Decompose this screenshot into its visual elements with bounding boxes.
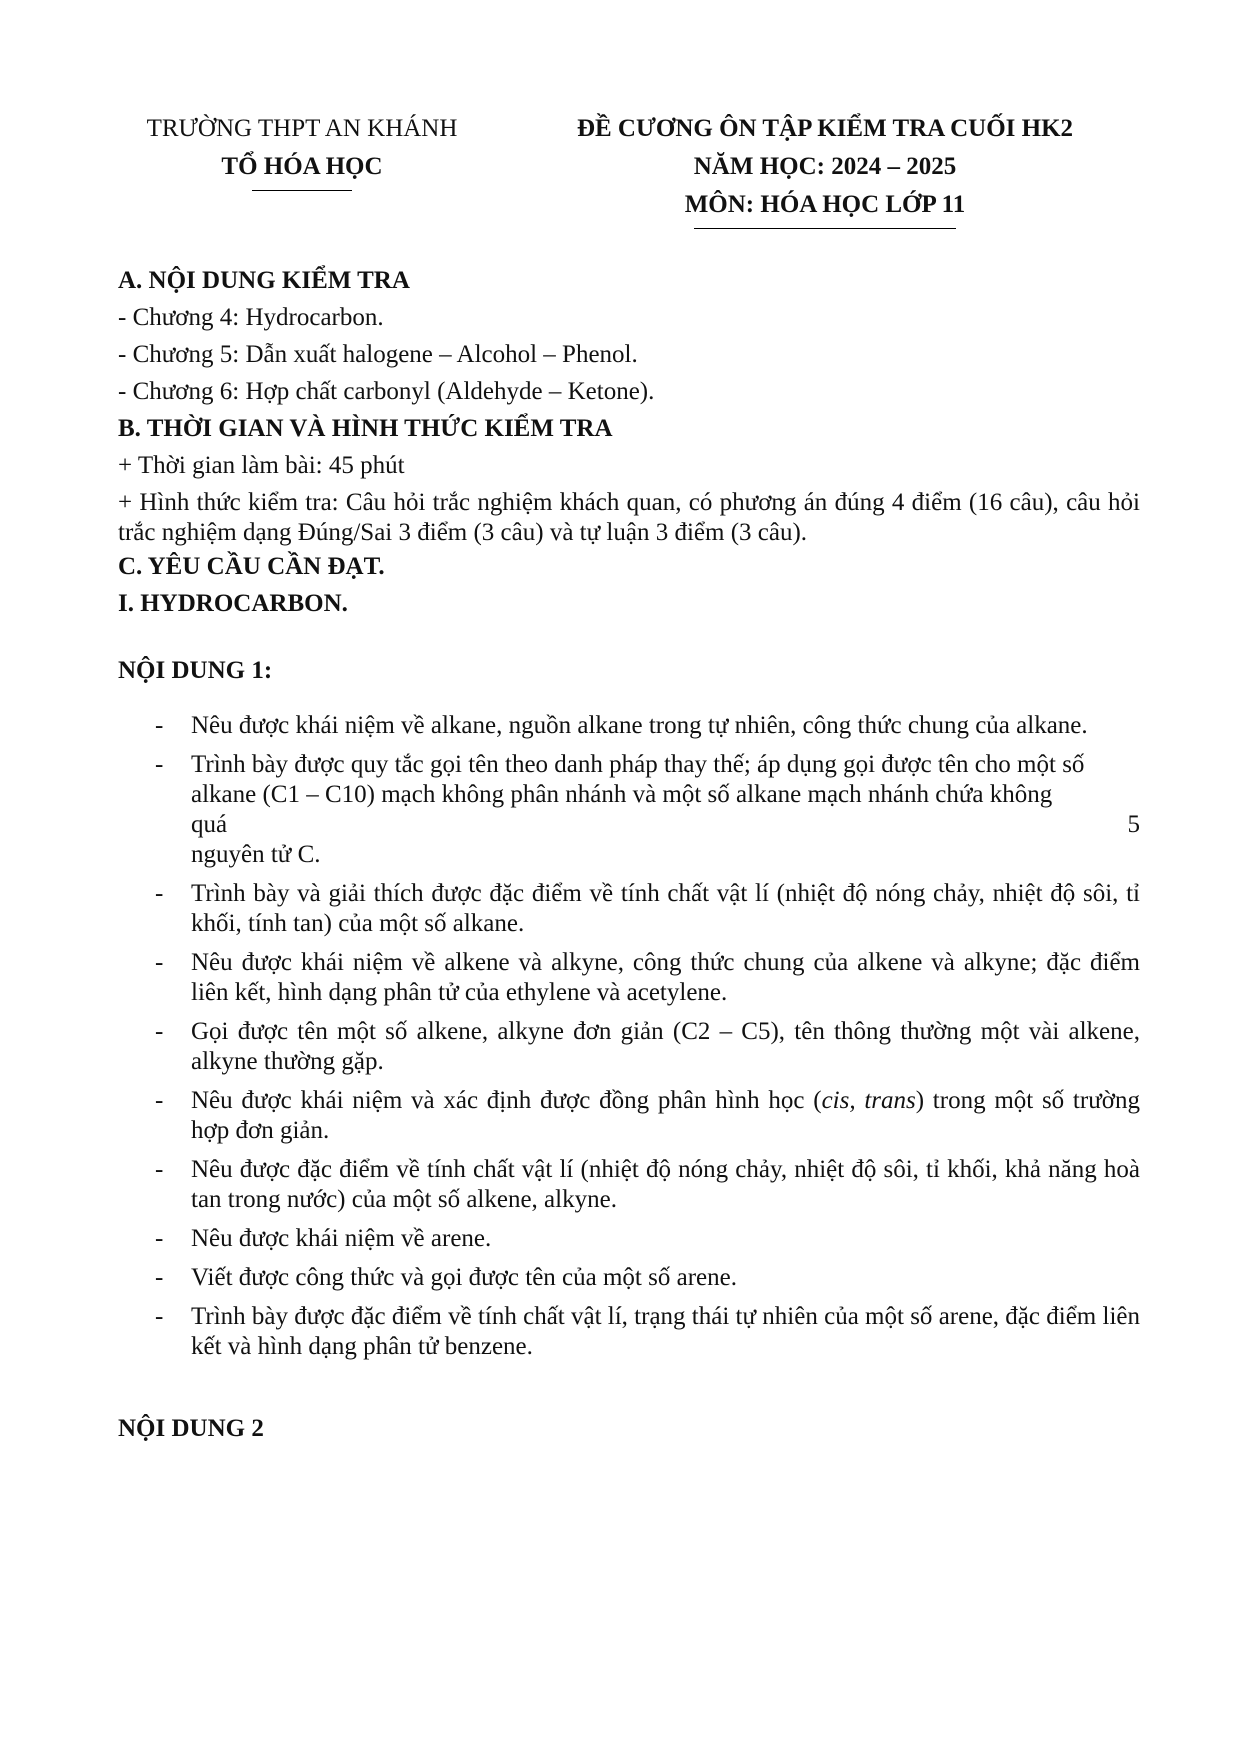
list-dash: - [155,712,164,739]
header-left [100,110,504,191]
italic-term: cis, trans [821,1087,916,1114]
list-item: - Trình bày và giải thích được đặc điểm về tính chất vật lí (nhiệt độ nóng chảy, nhiệt độ sôi, tỉ khối, tính tan) của một số alkane. [155,880,1140,937]
section-c-heading: C. YÊU CẦU CẦN ĐẠT. [118,553,385,580]
school-name: TRƯỜNG THPT AN KHÁNH [146,115,458,142]
list-dash: - [155,751,164,778]
list-dash: - [155,1303,164,1330]
list-item: - Gọi được tên một số alkene, alkyne đơn giản (C2 – C5), tên thông thường một vài alkene, alkyne thường gặp. [155,1018,1140,1075]
subject-name: MÔN: HÓA HỌC LỚP 11 [684,191,966,218]
list-item: - Nêu được khái niệm về alkene và alkyne, công thức chung của alkene và alkyne; đặc điểm liên kết, hình dạng phân tử của ethylene và acetylene. [155,949,1140,1006]
list-item: - Nêu được khái niệm về arene. [155,1225,492,1252]
list-item: - Nêu được khái niệm về alkane, nguồn alkane trong tự nhiên, công thức chung của alkane. [155,712,1088,739]
section-a-line: - Chương 6: Hợp chất carbonyl (Aldehyde – Ketone). [118,378,655,405]
department-name: TỔ HÓA HỌC [221,153,383,180]
content-2-heading: NỘI DUNG 2 [118,1415,264,1442]
header-right-underline [694,228,956,229]
list-item: - Trình bày được đặc điểm về tính chất vật lí, trạng thái tự nhiên của một số arene, đặc điểm liên kết và hình dạng phân tử benzene. [155,1303,1140,1360]
section-a-heading: A. NỘI DUNG KIỂM TRA [118,267,410,294]
list-dash: - [155,949,164,976]
school-year: NĂM HỌC: 2024 – 2025 [693,153,957,180]
list-item: - Nêu được khái niệm và xác định được đồng phân hình học (cis, trans) trong một số trường hợp đơn giản. [155,1087,1140,1144]
list-item: - Nêu được đặc điểm về tính chất vật lí (nhiệt độ nóng chảy, nhiệt độ sôi, tỉ khối, khả năng hoà tan trong nước) của một số alkene, alkyne. [155,1156,1140,1213]
list-dash: - [155,1087,164,1114]
document-body [118,262,1140,1447]
list-dash: - [155,880,164,907]
list-dash: - [155,1225,164,1252]
list-dash: - [155,1018,164,1045]
requirements-list [118,711,1140,1362]
section-a-line: - Chương 5: Dẫn xuất halogene – Alcohol – Phenol. [118,341,638,368]
section-b-heading: B. THỜI GIAN VÀ HÌNH THỨC KIỂM TRA [118,415,613,442]
list-dash: - [155,1156,164,1183]
exam-time: + Thời gian làm bài: 45 phút [118,452,405,479]
list-item: - Viết được công thức và gọi được tên của một số arene. [155,1264,737,1291]
exam-format: + Hình thức kiểm tra: Câu hỏi trắc nghiệm khách quan, có phương án đúng 4 điểm (16 câu), câu hỏi trắc nghiệm dạng Đúng/Sai 3 điểm (3 câu) và tự luận 3 điểm (3 câu). [118,489,1140,546]
document-title: ĐỀ CƯƠNG ÔN TẬP KIỂM TRA CUỐI HK2 [576,115,1074,142]
hydrocarbon-heading: I. HYDROCARBON. [118,590,348,617]
section-a-line: - Chương 4: Hydrocarbon. [118,304,384,331]
list-item: - Trình bày được quy tắc gọi tên theo danh pháp thay thế; áp dụng gọi được tên cho một số alkane (C1 – C10) mạch không phân nhánh và một số alkane mạch nhánh chứa không quá 5 nguyên tử C. [155,751,1140,868]
list-dash: - [155,1264,164,1291]
header-right [510,110,1140,229]
header-left-underline [252,190,352,191]
content-1-heading: NỘI DUNG 1: [118,657,273,684]
